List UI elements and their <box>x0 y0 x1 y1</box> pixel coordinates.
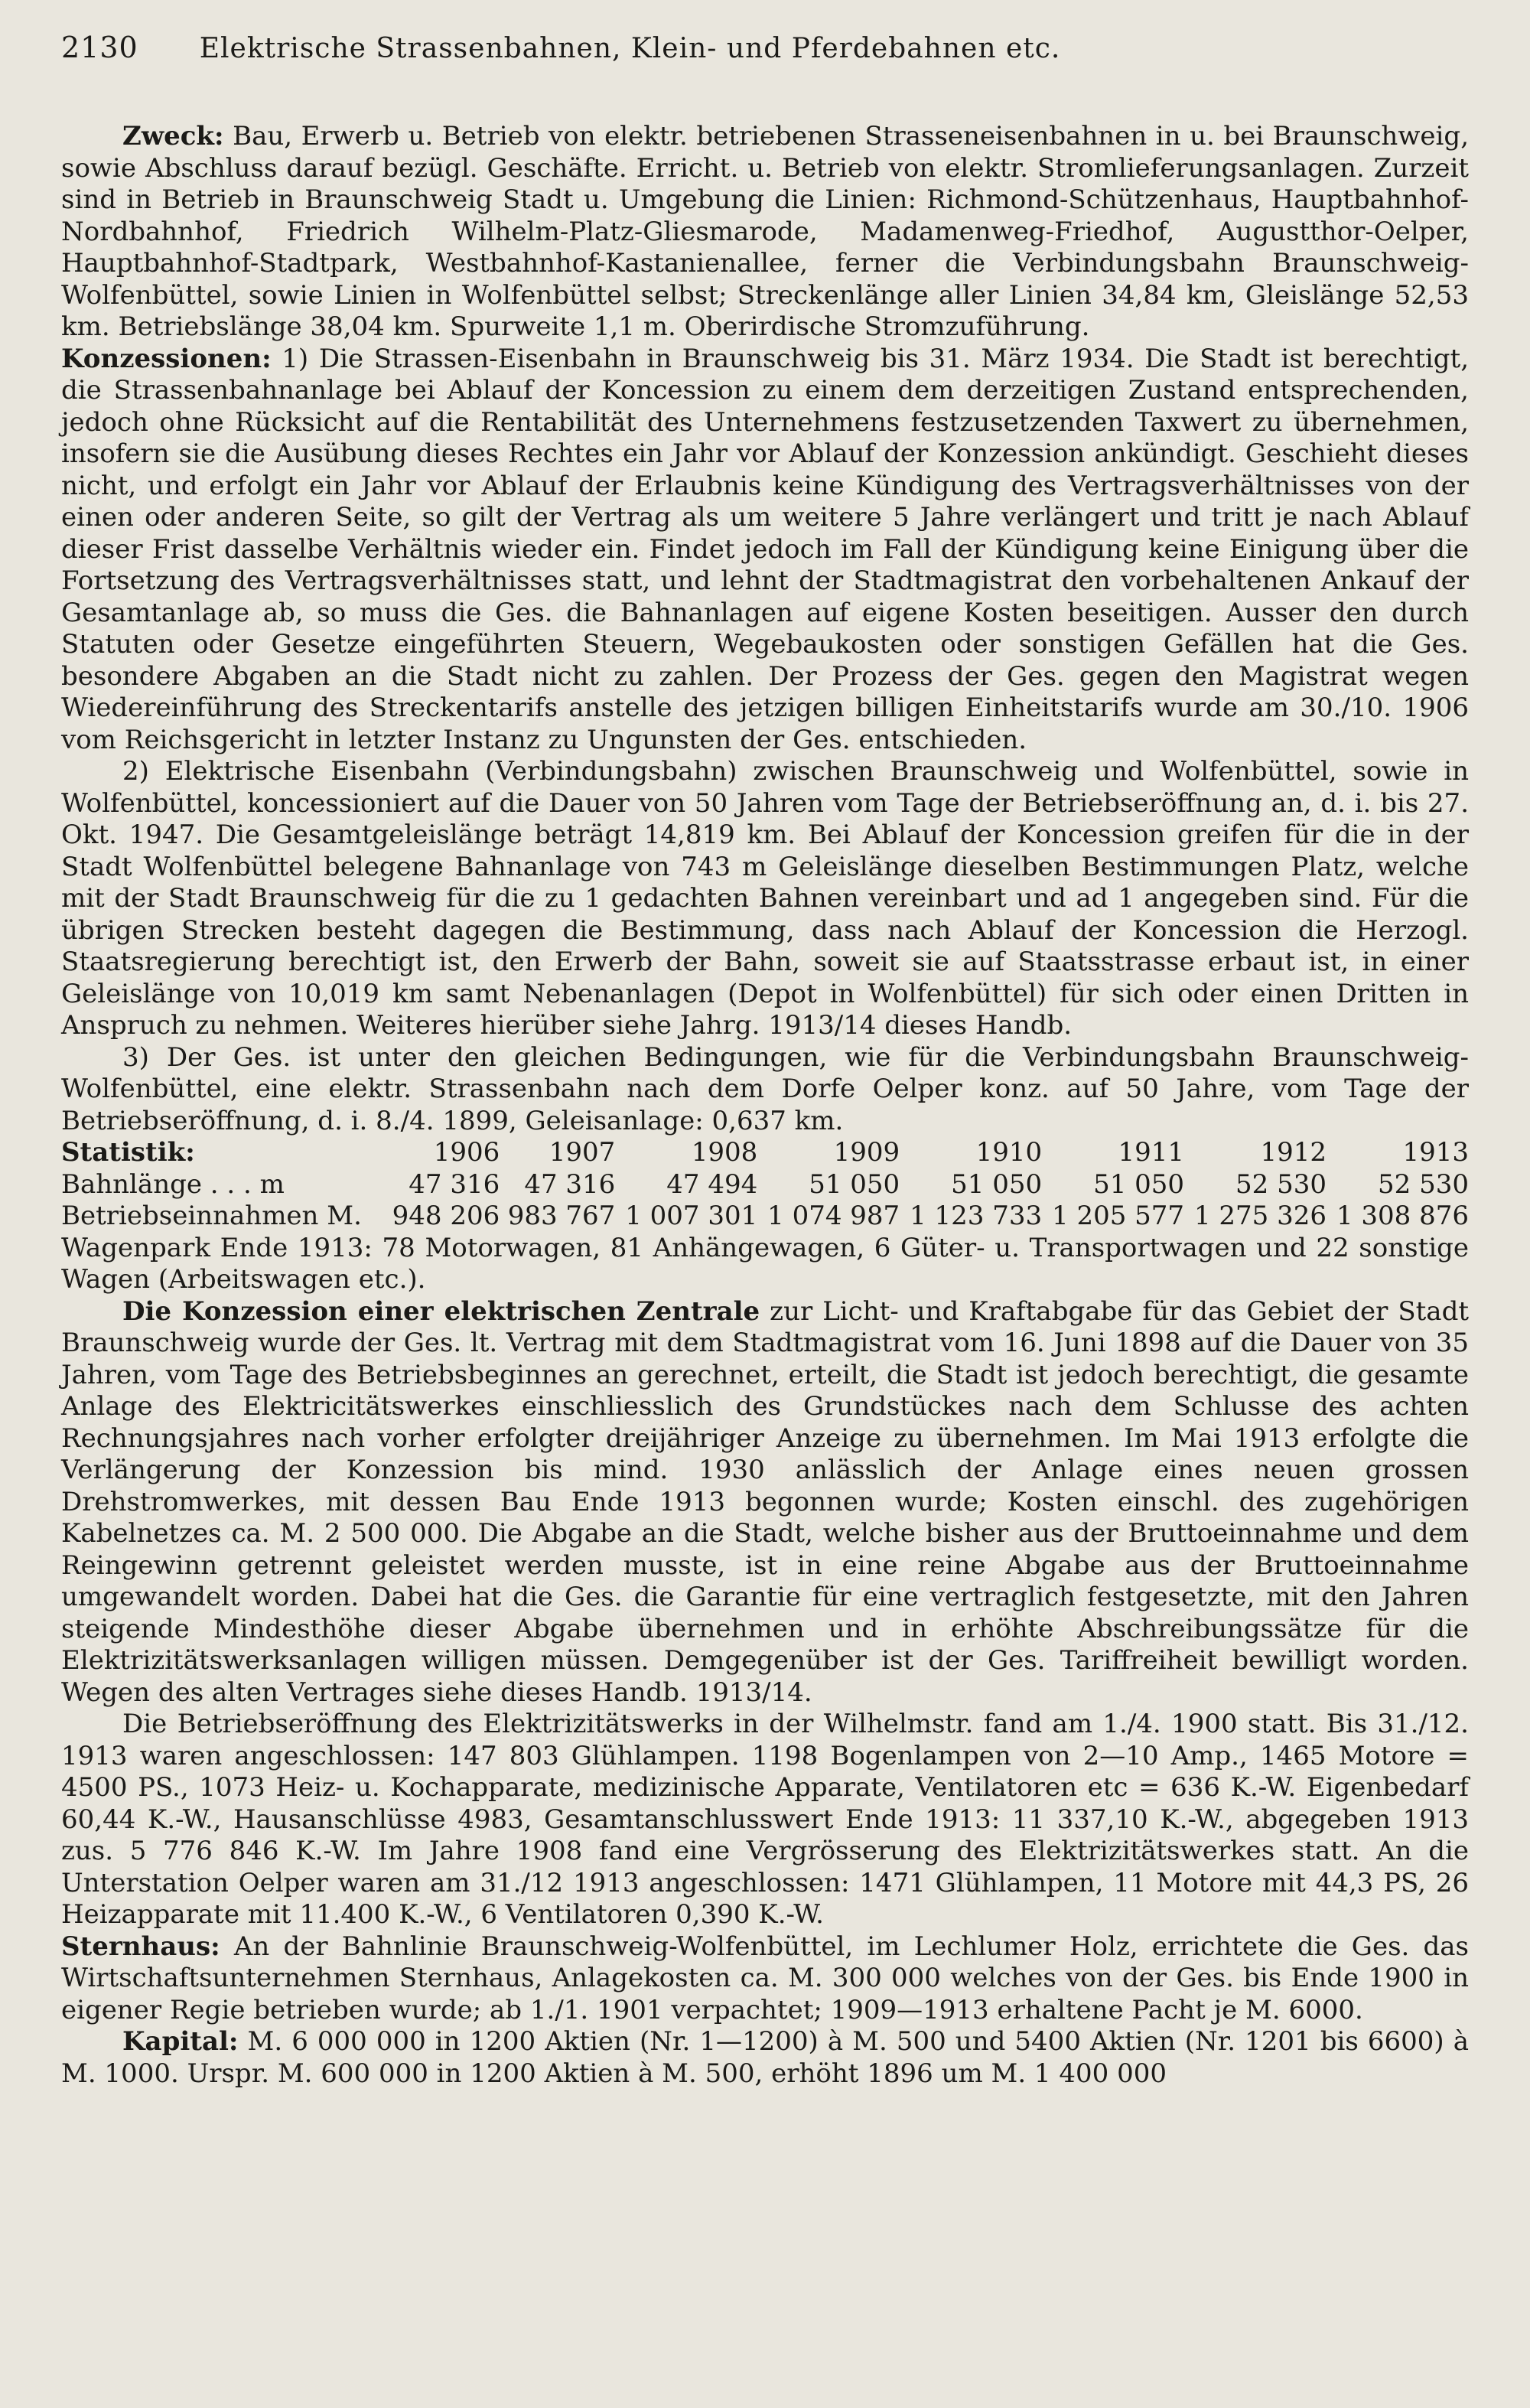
zentrale-lead: Die Konzession einer elektrischen Zentrale <box>122 1295 760 1327</box>
konzessionen-paragraph-2: 2) Elektrische Eisenbahn (Verbindungsbahn) zwischen Braunschweig und Wolfenbüttel, sowie in Wolfenbüttel, koncessioniert auf die Dauer von 50 Jahren vom Tage der Betriebseröffnung an, d. i. bis 27. Okt. 1947. Die Gesamtgeleislänge beträgt 14,819 km. Bei Ablauf der Koncession greifen für die in der Stadt Wolfenbüttel belegene Bahnanlage von 743 m Geleislänge dieselben Bestimmungen Platz, welche mit der Stadt Braunschweig für die zu 1 gedachten Bahnen vereinbart und ad 1 angegeben sind. Für die übrigen Strecken besteht dagegen die Bestimmung, dass nach Ablauf der Koncession die Herzogl. Staatsregierung berechtigt ist, den Erwerb der Bahn, soweit sie auf Staatsstrasse erbaut ist, in einer Geleislänge von 10,019 km samt Nebenanlagen (Depot in Wolfenbüttel) für sich oder einen Dritten in Anspruch zu nehmen. Weiteres hierüber siehe Jahrg. 1913/14 dieses Handb. <box>61 756 1469 1041</box>
einnahmen-label: Betriebseinnahmen M. <box>61 1201 362 1231</box>
einnahmen-value: 1 275 326 <box>1193 1201 1327 1231</box>
zweck-text: Bau, Erwerb u. Betrieb von elektr. betriebenen Strasseneisenbahnen in u. bei Braunschweig, sowie Abschluss darauf bezügl. Geschäfte. Erricht. u. Betrieb von elektr. Stromlieferungsanlagen. Zurzeit sind in Betrieb in Braunschweig Stadt u. Umgebung die Linien: Richmond-Schützenhaus, Hauptbahnhof-Nordbahnhof, Friedrich Wilhelm-Platz-Gliesmarode, Madamenweg-Friedhof, Augustthor-Oelper, Hauptbahnhof-Stadtpark, Westbahnhof-Kastanienallee, ferner die Verbindungsbahn Braunschweig-Wolfenbüttel, sowie Linien in Wolfenbüttel selbst; Streckenlänge aller Linien 34,84 km, Gleislänge 52,53 km. Betriebslänge 38,04 km. Spurweite 1,1 m. Oberirdische Stromzuführung. <box>61 121 1469 342</box>
statistik-year: 1913 <box>1402 1137 1469 1168</box>
sternhaus-text: An der Bahnlinie Braunschweig-Wolfenbüttel, im Lechlumer Holz, errichtete die Ges. das Wirtschaftsunternehmen Sternhaus, Anlagekosten ca. M. 300 000 welches von der Ges. bis Ende 1900 in eigener Regie betrieben wurde; ab 1./1. 1901 verpachtet; 1909—1913 erhaltene Pacht je M. 6000. <box>61 1931 1469 2025</box>
bahnlaenge-label: Bahnlänge . . . m <box>61 1168 285 1200</box>
running-head <box>61 31 1469 84</box>
einnahmen-row <box>61 1201 1469 1233</box>
statistik-lead: Statistik: <box>61 1137 195 1168</box>
einnahmen-value: 1 123 733 <box>910 1201 1043 1231</box>
zentrale-text-1: zur Licht- und Kraftabgabe für das Gebiet der Stadt Braunschweig wurde der Ges. lt. Vertrag mit dem Stadtmagistrat vom 16. Juni 1898 auf die Dauer von 35 Jahren, vom Tage des Betriebsbeginnes an gerechnet, erteilt, die Stadt ist jedoch berechtigt, die gesamte Anlage des Elektricitätswerkes einschliesslich des Grundstückes nach dem Schlusse des achten Rechnungsjahres nach vorher erfolgter dreijähriger Anzeige zu übernehmen. Im Mai 1913 erfolgte die Verlängerung der Konzession bis mind. 1930 anlässlich der Anlage eines neuen grossen Drehstromwerkes, mit dessen Bau Ende 1913 begonnen wurde; Kosten einschl. des zugehörigen Kabelnetzes ca. M. 2 500 000. Die Abgabe an die Stadt, welche bisher aus der Bruttoeinnahme und dem Reingewinn getrennt geleistet werden musste, ist in eine reine Abgabe aus der Bruttoeinnahme umgewandelt worden. Dabei hat die Ges. die Garantie für eine vertraglich festgesetzte, mit den Jahren steigende Mindesthöhe dieser Abgabe übernehmen und in erhöhte Abschreibungssätze für die Elektrizitätswerksanlagen willigen müssen. Demgegenüber ist der Ges. Tariffreiheit bewilligt worden. Wegen des alten Vertrages siehe dieses Handb. 1913/14. <box>61 1295 1469 1708</box>
einnahmen-value: 1 205 577 <box>1052 1201 1185 1231</box>
statistik-year: 1908 <box>691 1137 758 1168</box>
statistik-year: 1907 <box>549 1137 616 1168</box>
wagenpark-paragraph: Wagenpark Ende 1913: 78 Motorwagen, 81 Anhängewagen, 6 Güter- u. Transportwagen und 22 sonstige Wagen (Arbeitswagen etc.). <box>61 1232 1469 1295</box>
zentrale-paragraph-2: Die Betriebseröffnung des Elektrizitätswerks in der Wilhelmstr. fand am 1./4. 1900 statt. Bis 31./12. 1913 waren angeschlossen: 147 803 Glühlampen. 1198 Bogenlampen von 2—10 Amp., 1465 Motore = 4500 PS., 1073 Heiz- u. Kochapparate, medizinische Apparate, Ventilatoren etc = 636 K.-W. Eigenbedarf 60,44 K.-W., Hausanschlüsse 4983, Gesamtanschlusswert Ende 1913: 11 337,10 K.-W., abgegeben 1913 zus. 5 776 846 K.-W. Im Jahre 1908 fand eine Vergrösserung des Elektrizitätswerkes statt. An die Unterstation Oelper waren am 31./12 1913 angeschlossen: 1471 Glühlampen, 11 Motore mit 44,3 PS, 26 Heizapparate mit 11.400 K.-W., 6 Ventilatoren 0,390 K.-W. <box>61 1709 1469 1930</box>
bahnlaenge-value: 47 316 <box>524 1168 616 1200</box>
sternhaus-paragraph <box>61 1931 1469 2027</box>
bahnlaenge-value: 52 530 <box>1378 1168 1469 1200</box>
statistik-year: 1909 <box>833 1137 900 1168</box>
einnahmen-value: 1 308 876 <box>1336 1201 1469 1231</box>
konzessionen-text-1: 1) Die Strassen-Eisenbahn in Braunschweig bis 31. März 1934. Die Stadt ist berechtigt, die Strassenbahnanlage bei Ablauf der Koncession zu einem dem derzeitigen Zustand entsprechenden, jedoch ohne Rücksicht auf die Rentabilität des Unternehmens festzusetzenden Taxwert zu übernehmen, insofern sie die Ausübung dieses Rechtes ein Jahr vor Ablauf der Konzession ankündigt. Geschieht dieses nicht, und erfolgt ein Jahr vor Ablauf der Erlaubnis keine Kündigung des Vertragsverhältnisses von der einen oder anderen Seite, so gilt der Vertrag als um weitere 5 Jahre verlängert und tritt je nach Ablauf dieser Frist dasselbe Verhältnis wieder ein. Findet jedoch im Fall der Kündigung keine Einigung über die Fortsetzung des Vertragsverhältnisses statt, und lehnt der Stadtmagistrat den vorbehaltenen Ankauf der Gesamtanlage ab, so muss die Ges. die Bahnanlagen auf eigene Kosten beseitigen. Ausser den durch Statuten oder Gesetze eingeführten Steuern, Wegebaukosten oder sonstigen Gefällen hat die Ges. besondere Abgaben an die Stadt nicht zu zahlen. Der Prozess der Ges. gegen den Magistrat wegen Wiedereinführung des Streckentarifs anstelle des jetzigen billigen Einheitstarifs wurde am 30./10. 1906 vom Reichsgericht in letzter Instanz zu Ungunsten der Ges. entschieden. <box>61 343 1469 755</box>
kapital-paragraph <box>61 2026 1469 2090</box>
statistik-header-row <box>61 1137 1469 1169</box>
bahnlaenge-value: 52 530 <box>1235 1168 1327 1200</box>
statistik-table <box>61 1137 1469 1233</box>
konzessionen-paragraph-3: 3) Der Ges. ist unter den gleichen Bedingungen, wie für die Verbindungsbahn Braunschweig-Wolfenbüttel, eine elektr. Strassenbahn nach dem Dorfe Oelper konz. auf 50 Jahre, vom Tage der Betriebseröffnung, d. i. 8./4. 1899, Geleisanlage: 0,637 km. <box>61 1041 1469 1136</box>
zentrale-paragraph-1 <box>61 1296 1469 1709</box>
sternhaus-lead: Sternhaus: <box>61 1931 220 1962</box>
bahnlaenge-value: 51 050 <box>809 1168 900 1200</box>
bahnlaenge-value: 51 050 <box>951 1168 1043 1200</box>
konzessionen-paragraph-1 <box>61 344 1469 757</box>
zweck-paragraph <box>61 121 1469 344</box>
einnahmen-value: 948 206 <box>392 1201 500 1231</box>
statistik-year: 1912 <box>1260 1137 1327 1168</box>
bahnlaenge-value: 51 050 <box>1093 1168 1185 1200</box>
running-head-title: Elektrische Strassenbahnen, Klein- und Pferdebahnen etc. <box>199 33 1061 64</box>
statistik-year: 1911 <box>1118 1137 1185 1168</box>
page-number: 2130 <box>61 31 138 64</box>
bahnlaenge-value: 47 316 <box>409 1168 500 1200</box>
einnahmen-value: 1 007 301 <box>625 1201 758 1231</box>
einnahmen-value: 1 074 987 <box>767 1201 900 1231</box>
bahnlaenge-row <box>61 1169 1469 1201</box>
einnahmen-value: 983 767 <box>507 1201 616 1231</box>
kapital-text: M. 6 000 000 in 1200 Aktien (Nr. 1—1200) à M. 500 und 5400 Aktien (Nr. 1201 bis 6600) à M. 1000. Urspr. M. 600 000 in 1200 Aktien à M. 500, erhöht 1896 um M. 1 400 000 <box>61 2026 1470 2089</box>
konzessionen-lead: Konzessionen: <box>61 343 272 374</box>
zweck-lead: Zweck: <box>122 121 224 152</box>
statistik-year: 1906 <box>433 1137 500 1168</box>
kapital-lead: Kapital: <box>122 2026 239 2057</box>
bahnlaenge-value: 47 494 <box>666 1168 758 1200</box>
statistik-year: 1910 <box>975 1137 1043 1168</box>
